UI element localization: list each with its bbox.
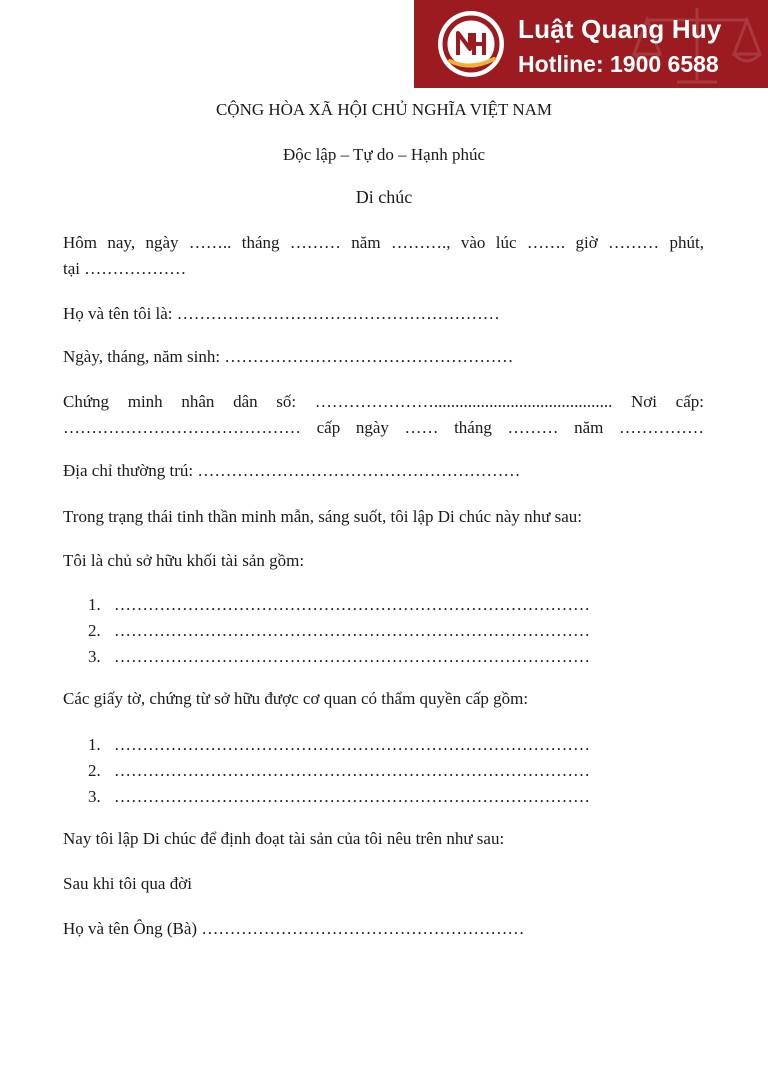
asset-ownership-heading: Tôi là chủ sở hữu khối tài sản gồm: (63, 551, 305, 570)
place-line: tại ……………… (63, 259, 187, 278)
asset-list-item: 1. ………………………………………………………………………… (88, 595, 590, 614)
document-list-item: 2. ………………………………………………………………………… (88, 761, 590, 780)
full-name-line: Họ và tên tôi là: ………………………………………………… (63, 304, 500, 323)
heir-name-line: Họ và tên Ông (Bà) ………………………………………………… (63, 919, 525, 938)
id-number-line: Chứng minh nhân dân số: ………………….......................................... Nơi cấp: (63, 392, 704, 411)
brand-name: Luật Quang Huy (518, 14, 722, 44)
asset-list-item: 3. ………………………………………………………………………… (88, 647, 590, 666)
id-issue-date-line: …………………………………… cấp ngày …… tháng ……… năm …………… (63, 418, 704, 437)
nation-heading: CỘNG HÒA XÃ HỘI CHỦ NGHĨA VIỆT NAM (215, 100, 553, 119)
date-of-birth-line: Ngày, tháng, năm sinh: …………………………………………… (63, 347, 514, 366)
permanent-address-line: Địa chỉ thường trú: ………………………………………………… (63, 461, 521, 480)
law-firm-logo-icon (436, 9, 506, 79)
hotline-number: Hotline: 1900 6588 (518, 51, 719, 77)
asset-list-item: 2. ………………………………………………………………………… (88, 621, 590, 640)
date-line: Hôm nay, ngày …….. tháng ……… năm ………., vào lúc ……. giờ ……… phút, (63, 233, 704, 252)
ownership-documents-heading: Các giấy tờ, chứng từ sở hữu được cơ quan có thẩm quyền cấp gồm: (63, 689, 529, 708)
document-list-item: 1. ………………………………………………………………………… (88, 735, 590, 754)
mental-state-statement: Trong trạng thái tinh thần minh mẫn, sáng suốt, tôi lập Di chúc này như sau: (63, 507, 582, 526)
document-title: Di chúc (355, 187, 413, 207)
disposition-statement: Nay tôi lập Di chúc để định đoạt tài sản của tôi nêu trên như sau: (63, 829, 505, 848)
after-death-line: Sau khi tôi qua đời (63, 874, 192, 893)
document-list-item: 3. ………………………………………………………………………… (88, 787, 590, 806)
motto-heading: Độc lập – Tự do – Hạnh phúc (283, 145, 485, 164)
watermark-banner (414, 0, 768, 88)
